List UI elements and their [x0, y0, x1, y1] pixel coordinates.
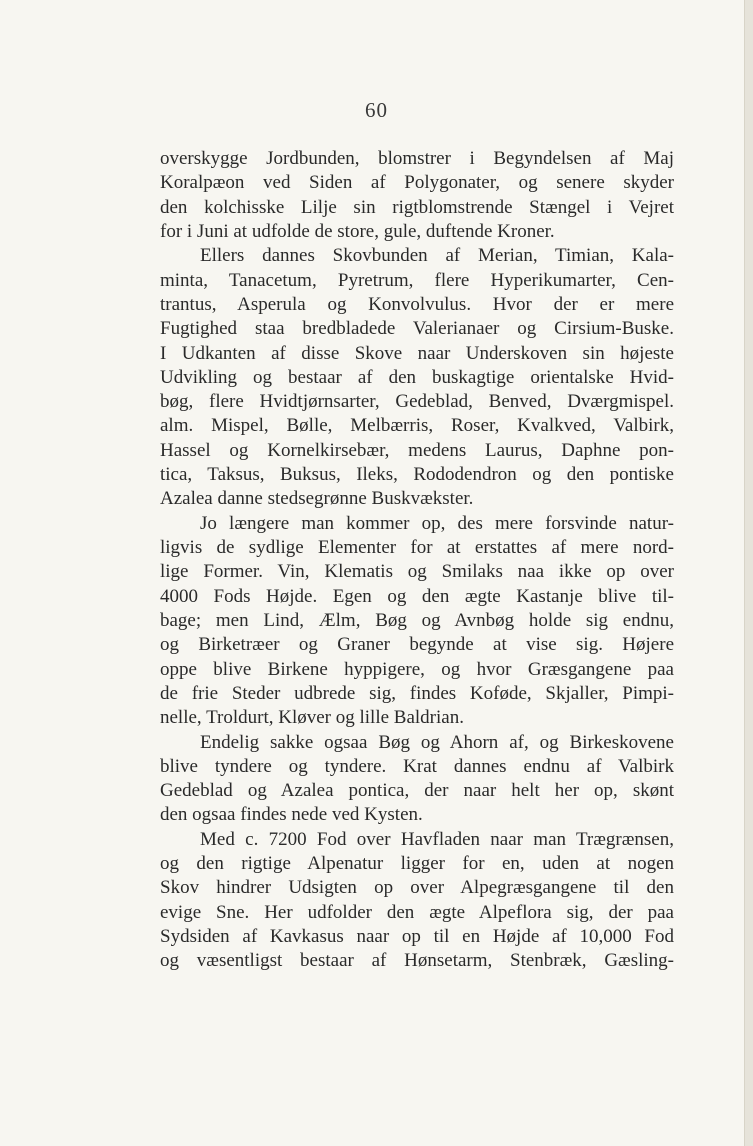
text-line: den ogsaa findes nede ved Kysten.	[160, 804, 423, 826]
text-line: Hassel og Kornelkirsebær, medens Laurus, Daphne pon-	[160, 439, 674, 461]
text-line: I Udkanten af disse Skove naar Underskoven sin højeste	[160, 342, 674, 364]
text-line: Udvikling og bestaar af den buskagtige orientalske Hvid-	[160, 366, 674, 388]
page-edge	[744, 0, 753, 1146]
text-line: Azalea danne stedsegrønne Buskvækster.	[160, 488, 474, 510]
text-line: Endelig sakke ogsaa Bøg og Ahorn af, og Birkeskovene	[200, 731, 674, 753]
text-line: for i Juni at udfolde de store, gule, duftende Kroner.	[160, 220, 555, 242]
text-line: oppe blive Birkene hyppigere, og hvor Græsgangene paa	[160, 658, 674, 680]
text-line: den kolchisske Lilje sin rigtblomstrende Stængel i Vejret	[160, 196, 674, 218]
text-line: bøg, flere Hvidtjørnsarter, Gedeblad, Benved, Dværgmispel.	[160, 391, 674, 413]
text-line: evige Sne. Her udfolder den ægte Alpeflora sig, der paa	[160, 901, 674, 923]
text-line: Sydsiden af Kavkasus naar op til en Højde af 10,000 Fod	[160, 926, 674, 947]
text-line: blive tyndere og tyndere. Krat dannes endnu af Valbirk	[160, 755, 674, 777]
text-line: lige Former. Vin, Klematis og Smilaks naa ikke op over	[160, 561, 674, 583]
body-text	[160, 147, 674, 974]
text-line: Skov hindrer Udsigten op over Alpegræsgangene til den	[160, 877, 674, 899]
text-line: Fugtighed staa bredbladede Valerianaer og Cirsium-Buske.	[160, 318, 674, 340]
text-line: og væsentligst bestaar af Hønsetarm, Stenbræk, Gæsling-	[160, 950, 674, 972]
text-line: Gedeblad og Azalea pontica, der naar helt her op, skønt	[160, 780, 674, 802]
text-line: de frie Steder udbrede sig, findes Koføde, Skjaller, Pimpi-	[160, 682, 674, 704]
text-line: 4000 Fods Højde. Egen og den ægte Kastanje blive til-	[160, 585, 674, 607]
page-number: 60	[365, 98, 388, 122]
text-line: nelle, Troldurt, Kløver og lille Baldrian.	[160, 707, 464, 729]
text-line: og den rigtige Alpenatur ligger for en, uden at nogen	[160, 853, 674, 875]
text-line: og Birketræer og Graner begynde at vise sig. Højere	[160, 634, 674, 656]
text-line: minta, Tanacetum, Pyretrum, flere Hyperikumarter, Cen-	[160, 269, 674, 291]
text-line: Med c. 7200 Fod over Havfladen naar man Trægrænsen,	[200, 828, 674, 850]
text-line: ligvis de sydlige Elementer for at erstattes af mere nord-	[160, 537, 674, 558]
text-line: Jo længere man kommer op, des mere forsvinde natur-	[200, 512, 674, 534]
text-line: trantus, Asperula og Konvolvulus. Hvor der er mere	[160, 293, 674, 315]
text-line: overskygge Jordbunden, blomstrer i Begyndelsen af Maj	[160, 148, 674, 169]
text-line: tica, Taksus, Buksus, Ileks, Rododendron og den pontiske	[160, 464, 674, 486]
text-line: bage; men Lind, Ælm, Bøg og Avnbøg holde sig endnu,	[160, 609, 674, 631]
text-line: Ellers dannes Skovbunden af Merian, Timian, Kala-	[200, 245, 674, 267]
text-line: alm. Mispel, Bølle, Melbærris, Roser, Kvalkved, Valbirk,	[160, 415, 674, 437]
text-line: Koralpæon ved Siden af Polygonater, og senere skyder	[160, 172, 674, 194]
